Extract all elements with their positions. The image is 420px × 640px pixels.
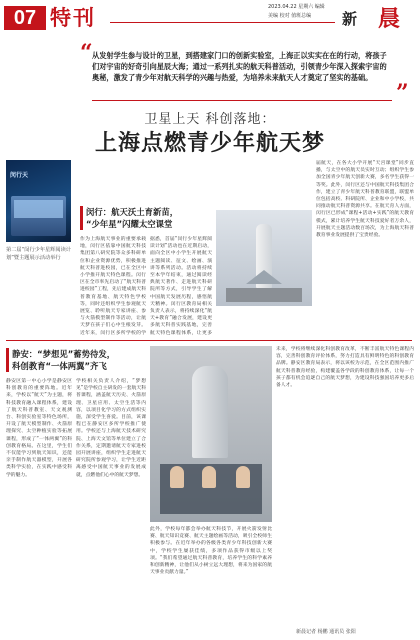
article1-column3: 届航天，在各大小学开展“天宫课堂”同步直播，与太空中的航天员实时互动；组织学生参加全国青少年航天创新大赛，多名学生获得一等奖。此外，闵行区还与中国航天科技集团合作，建立了青少年航天科普教育联盟，联盟单位包括高校、科研院所、企业和中小学校，共同推动航天科普资源共享。在航天育人方面，闵行区已形成“课程+活动+实践”的航天教育模式，累计培养学生航天科技爱好者万余人，开展航天主题活动数百场次，为上海航天科普教育事业发展提供了宝贵经验。	[316, 161, 414, 239]
header-rule	[110, 22, 335, 23]
heading-accent-bar	[6, 348, 9, 372]
logo-text-b: 晨	[378, 7, 401, 32]
article1-title-line1: 闵行：航天沃土育新苗，	[86, 207, 179, 217]
rocket-model-photo	[216, 210, 312, 306]
article2-column2: 学校相关负责人介绍，“梦想见”是学校自主研发的一套航天科普课程，涵盖航天历史、火箭原理、卫星应用、太空生活等内容，以项目化学习的方式组织实施，深受学生喜爱。目前，该课程已在静安区多所学校推广使用。学校还与上海航天技术研究院、上海天文馆等单位建立了合作关系，定期邀请航天专家进校园开展讲座，组织学生走进航天研究院所参观学习，让学生近距离感受中国航天事业的发展成就，点燃他们心中的航天梦想。	[76, 379, 146, 478]
article1-title-line2: “少年星”闪耀太空课堂	[86, 219, 173, 229]
classroom-photo	[150, 346, 272, 522]
rocket-model	[192, 366, 228, 458]
article2-title-line2: 科创教育“一体两翼”齐飞	[12, 361, 107, 371]
close-quote-icon: ”	[396, 80, 409, 106]
article-byline: 新晨记者 杨鹏 通讯员 张阳	[296, 629, 356, 635]
headline-subtitle: 卫星上天 科创落地：	[144, 112, 276, 127]
article2-title-line1: 静安：“梦想见”蓄势待发，	[12, 349, 116, 359]
newspaper-logo	[338, 2, 418, 30]
article1-column1: 作为上海航天事业的重要承载地，闵行区依靠中国航天科技集团第八研究院等众多科研单位和企业资源优势，积极推进航天科普进校园，已在全区中小学推开航天特色课程。闵行区在全市率先启动了“航天科普进校园”工程，先后建成航天科普教育基地、航天特色学校等，同时还组织学生参观航天展览、聆听航天专家讲座、参与火箭模型制作等活动，让航天梦在孩子们心中生根发芽。近年来，闵行区多所学校的学	[80, 237, 146, 336]
intro-rule	[92, 100, 392, 101]
article2-column4: 未来，学校将继续深化科创教育改革，不断丰富航天特色课程内容，完善科创教育评价体系，努力打造具有鲜明特色的科创教育品牌。静安区教育局表示，将以该校为示范，在全区范围内推广航天科普教育经验，构建覆盖各学段的科创教育体系，让每一个孩子都有机会追逐自己的航天梦想，为建设科技强国培养更多后备人才。	[276, 347, 414, 389]
rocket-base	[226, 288, 302, 302]
issue-date: 2023.04.22 星期六 编辑	[268, 4, 325, 10]
photo-screen	[14, 200, 63, 218]
page-header	[0, 0, 420, 36]
intro-paragraph: 从发射学生参与设计的卫星，到搭建家门口的创新实验室，上海正以实实在在的行动，将孩子们对宇宙的好奇引向星辰大海；通过一系列扎实的航天科普活动，引领青少年深入探索宇宙的奥秘，激发了青少年对航天科学的兴趣与热爱，为培养未来航天人才奠定了坚实的基础。	[92, 51, 387, 82]
section-divider	[6, 340, 412, 341]
editor-credits: 美编 校对 值班总编	[268, 13, 312, 19]
rocket-fin	[246, 270, 282, 284]
photo-inner-text: 闵行天	[10, 172, 29, 179]
article2-column1: 静安区第一中心小学是静安区科创教育的重要阵地。近年来，学校以“航天”为主题，将科技教育融入课程体系，建设了航天科普教室、天文观测台、科创实验室等特色场所，开设了航天模型制作、火箭原理探究、太空种植实验等拓展课程，形成了“一体两翼”的科创教育格局。在这里，学生们不仅能学习到航天知识，还能亲手制作航天器模型，开展各类科学实验，在实践中感受科学的魅力。	[6, 379, 72, 478]
activity-photo	[6, 160, 71, 242]
photo-caption: 第二届“闵行少年星辉阅读计划”暨主题展示活动举行	[6, 247, 71, 261]
article2-column3: 此外，学校每年都会举办航天科技节，开展火箭发射比赛、航天知识竞赛、航天主题绘画等活动，吸引全校师生积极参与。在近年举办的各级各类青少年科技创新大赛中，学校学生屡获佳绩，多项作品获得市级以上奖项。“我们希望通过航天科普教育，培养学生的科学素养和创新精神，让他们从小树立远大理想，将来为国家的航天事业贡献力量。”	[150, 527, 272, 576]
section-number: 07	[4, 6, 46, 30]
student-figure	[170, 466, 184, 488]
open-quote-icon: “	[80, 40, 93, 66]
logo-text-a: 新	[342, 10, 358, 28]
headline-main: 上海点燃青少年航天梦	[94, 131, 325, 156]
student-figure	[236, 466, 250, 488]
section-name: 特刊	[50, 6, 96, 30]
heading-accent-bar	[80, 206, 83, 230]
article1-column2: 据悉，首届“闵行少年星辉阅读计划”活动也在近期启动，面向全区中小学生开展航天主题阅读、征文、绘画、演讲等系列活动。活动将持续至本学年结束，通过阅读经典航天著作、走进航天科研院所等方式，引导学生了解中国航天发展历程，感悟航天精神。闵行区教育局相关负责人表示，将持续深化“航天+教育”融合发展，建设更多航天科普实践基地，完善航天特色课程体系，让更多	[150, 237, 212, 336]
student-figure	[202, 466, 216, 488]
